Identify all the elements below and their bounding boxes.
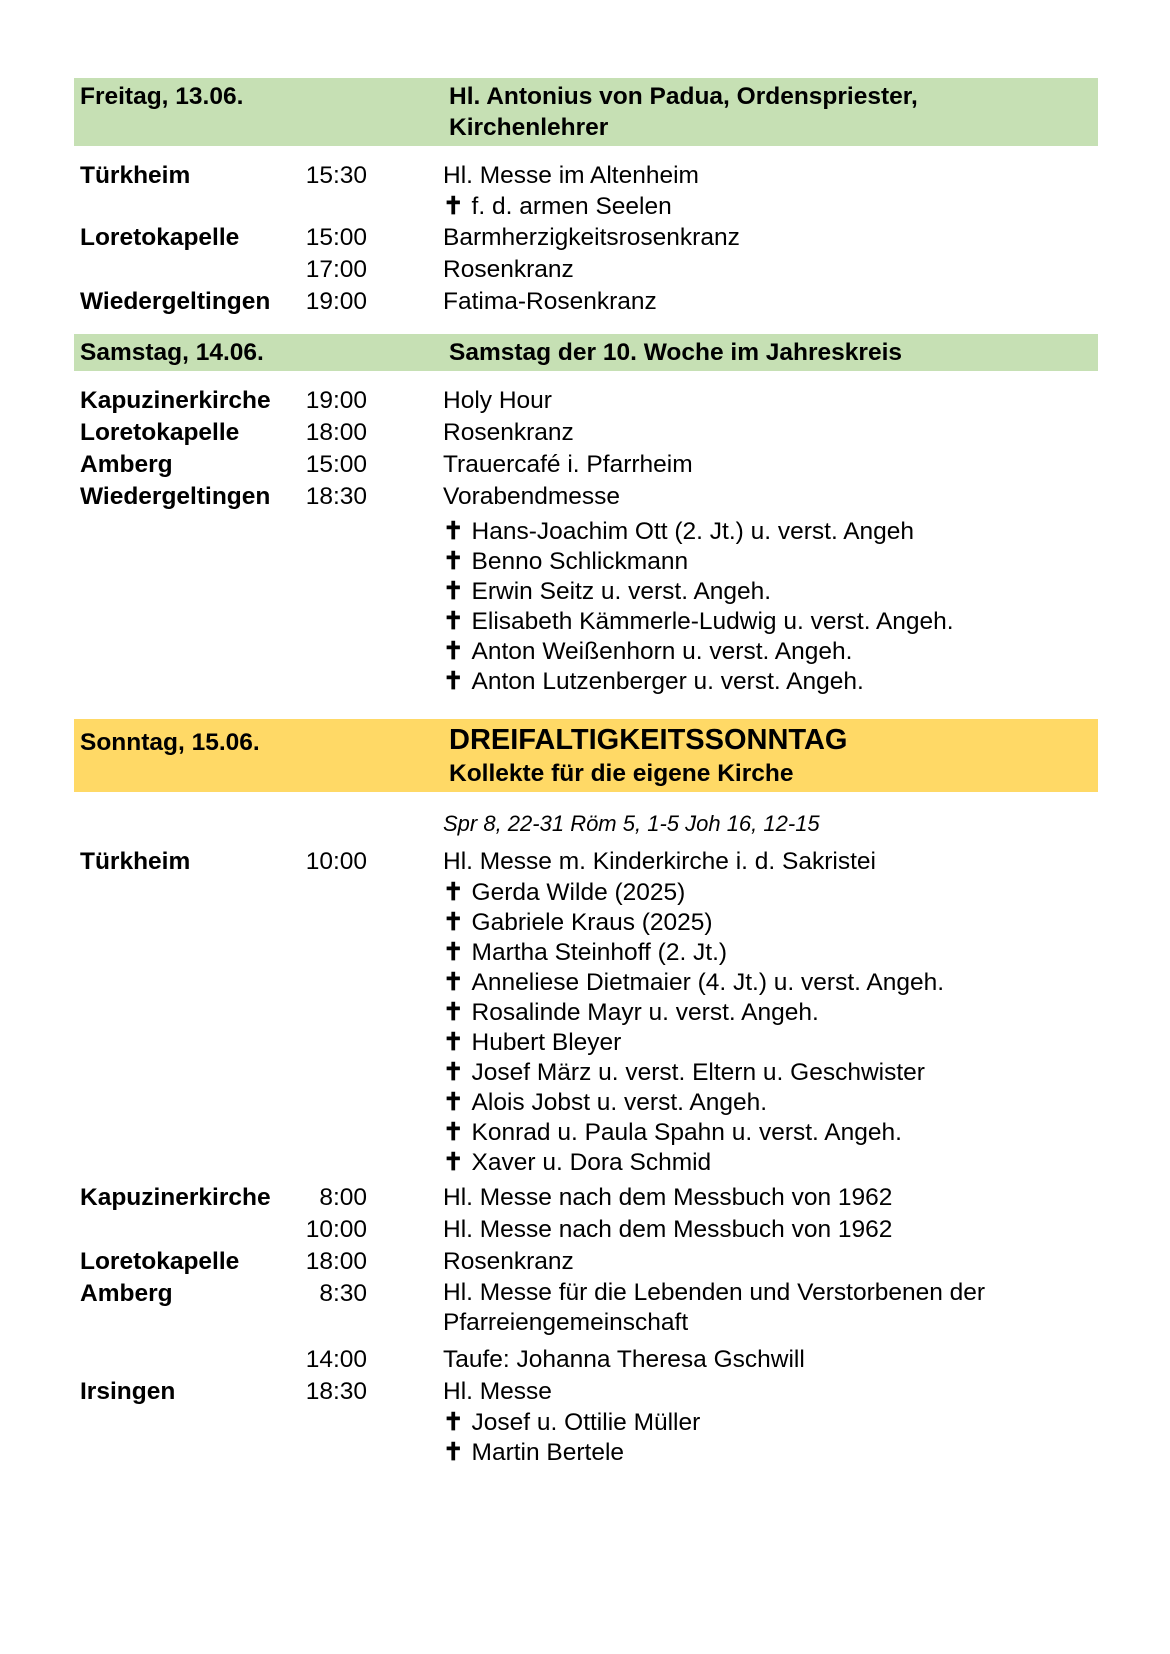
memorial-line	[443, 192, 1098, 222]
entry-place: Irsingen	[80, 1378, 176, 1405]
entry-place: Wiedergeltingen	[80, 288, 271, 315]
entry-place	[74, 254, 297, 286]
cross-icon: ✝	[443, 1119, 464, 1146]
entry-description: Fatima-Rosenkranz	[443, 288, 657, 315]
memorial-name: f. d. armen Seelen	[471, 193, 672, 220]
entry-row	[74, 1246, 1098, 1278]
entry-time: 19:00	[305, 288, 367, 315]
day-header-sunday	[74, 719, 1098, 792]
memorial-line	[443, 1058, 1098, 1088]
entry-description: Hl. Messe nach dem Messbuch von 1962	[443, 1216, 893, 1243]
memorial-name: Anton Lutzenberger u. verst. Angeh.	[471, 668, 864, 695]
memorial-line	[443, 1118, 1098, 1148]
entry-description: Rosenkranz	[443, 419, 574, 446]
day-subtitle: Kollekte für die eigene Kirche	[449, 760, 794, 787]
memorial-name: Elisabeth Kämmerle-Ludwig u. verst. Angeh.	[471, 608, 954, 635]
memorial-name: Alois Jobst u. verst. Angeh.	[471, 1089, 768, 1116]
entry-time: 15:00	[305, 224, 367, 251]
cross-icon: ✝	[443, 668, 464, 695]
entry-description-block	[443, 481, 1098, 697]
cross-icon: ✝	[443, 879, 464, 906]
entry-place: Türkheim	[80, 848, 191, 875]
entry-description-block	[443, 1376, 1098, 1468]
entry-row	[74, 160, 1098, 222]
day-title-line: Kirchenlehrer	[449, 114, 609, 141]
entry-place: Wiedergeltingen	[80, 483, 271, 510]
day-date: Samstag, 14.06.	[80, 339, 264, 366]
entry-description-block	[443, 846, 1098, 1178]
entry-time: 14:00	[305, 1346, 367, 1373]
memorial-line	[443, 607, 1098, 637]
memorial-line	[443, 878, 1098, 908]
day-title-line: Samstag der 10. Woche im Jahreskreis	[449, 339, 903, 366]
memorial-name: Gerda Wilde (2025)	[471, 879, 686, 906]
memorial-line	[443, 577, 1098, 607]
empty-time	[297, 808, 367, 840]
cross-icon: ✝	[443, 518, 464, 545]
day-title-line: Hl. Antonius von Padua, Ordenspriester,	[449, 83, 918, 110]
cross-icon: ✝	[443, 1059, 464, 1086]
cross-icon: ✝	[443, 1409, 464, 1436]
entry-place: Kapuzinerkirche	[80, 387, 271, 414]
entry-description: Taufe: Johanna Theresa Gschwill	[443, 1346, 805, 1373]
entry-row	[74, 1214, 1098, 1246]
memorial-name: Xaver u. Dora Schmid	[471, 1149, 712, 1176]
entry-row	[74, 1278, 1098, 1338]
entry-place: Amberg	[80, 451, 173, 478]
entry-time: 8:00	[319, 1184, 367, 1211]
memorial-line	[443, 1408, 1098, 1438]
entry-place: Loretokapelle	[80, 224, 240, 251]
cross-icon: ✝	[443, 1439, 464, 1466]
schedule-page	[74, 78, 1098, 1468]
entry-description: Vorabendmesse	[443, 483, 621, 510]
cross-icon: ✝	[443, 999, 464, 1026]
memorial-line	[443, 1088, 1098, 1118]
memorial-name: Konrad u. Paula Spahn u. verst. Angeh.	[471, 1119, 902, 1146]
memorial-name: Hubert Bleyer	[471, 1029, 622, 1056]
cross-icon: ✝	[443, 1089, 464, 1116]
entry-row	[74, 1182, 1098, 1214]
entry-row	[74, 385, 1098, 417]
cross-icon: ✝	[443, 939, 464, 966]
entry-row	[74, 286, 1098, 318]
day-title: DREIFALTIGKEITSSONNTAG	[449, 724, 848, 756]
entry-time: 10:00	[305, 848, 367, 875]
entry-description: Hl. Messe m. Kinderkirche i. d. Sakristei	[443, 848, 876, 875]
entry-description: Barmherzigkeitsrosenkranz	[443, 224, 740, 251]
memorial-line	[443, 968, 1098, 998]
memorial-name: Anneliese Dietmaier (4. Jt.) u. verst. Angeh.	[471, 969, 945, 996]
memorial-line	[443, 517, 1098, 547]
entry-row	[74, 449, 1098, 481]
cross-icon: ✝	[443, 909, 464, 936]
cross-icon: ✝	[443, 1149, 464, 1176]
day-header-friday	[74, 78, 1098, 146]
cross-icon: ✝	[443, 608, 464, 635]
entry-time: 18:00	[305, 1248, 367, 1275]
entry-place	[74, 1344, 297, 1376]
entry-time: 17:00	[305, 256, 367, 283]
memorial-line	[443, 1148, 1098, 1178]
entry-place	[74, 1214, 297, 1246]
entry-place: Loretokapelle	[80, 419, 240, 446]
memorial-line	[443, 547, 1098, 577]
entry-time: 18:30	[305, 483, 367, 510]
memorial-line	[443, 998, 1098, 1028]
memorial-name: Anton Weißenhorn u. verst. Angeh.	[471, 638, 853, 665]
entry-row	[74, 1376, 1098, 1468]
entry-description: Holy Hour	[443, 387, 552, 414]
memorial-name: Benno Schlickmann	[471, 548, 689, 575]
memorial-name: Josef u. Ottilie Müller	[471, 1409, 701, 1436]
cross-icon: ✝	[443, 969, 464, 996]
memorial-line	[443, 637, 1098, 667]
entry-place: Türkheim	[80, 162, 191, 189]
entry-description-block	[443, 160, 1098, 222]
entry-description: Hl. Messe nach dem Messbuch von 1962	[443, 1184, 893, 1211]
memorial-line	[443, 938, 1098, 968]
entry-time: 15:30	[305, 162, 367, 189]
memorial-name: Hans-Joachim Ott (2. Jt.) u. verst. Angeh	[471, 518, 915, 545]
entries-sunday	[74, 792, 1098, 1468]
entry-description: Hl. Messe im Altenheim	[443, 162, 699, 189]
memorial-line	[443, 908, 1098, 938]
entry-place: Kapuzinerkirche	[80, 1184, 271, 1211]
entries-friday	[74, 146, 1098, 318]
entry-place: Loretokapelle	[80, 1248, 240, 1275]
memorial-name: Erwin Seitz u. verst. Angeh.	[471, 578, 772, 605]
entry-row	[74, 222, 1098, 254]
entry-row	[74, 254, 1098, 286]
memorial-name: Rosalinde Mayr u. verst. Angeh.	[471, 999, 819, 1026]
day-date: Freitag, 13.06.	[80, 83, 244, 110]
entry-row	[74, 1344, 1098, 1376]
memorial-name: Josef März u. verst. Eltern u. Geschwister	[471, 1059, 925, 1086]
entry-time: 19:00	[305, 387, 367, 414]
entry-row	[74, 846, 1098, 1178]
empty-place	[74, 808, 297, 840]
cross-icon: ✝	[443, 193, 464, 220]
entry-row	[74, 417, 1098, 449]
entry-description: Hl. Messe	[443, 1378, 552, 1405]
entry-description: Trauercafé i. Pfarrheim	[443, 451, 693, 478]
memorial-name: Martin Bertele	[471, 1439, 625, 1466]
entry-time: 18:00	[305, 419, 367, 446]
readings: Spr 8, 22-31 Röm 5, 1-5 Joh 16, 12-15	[443, 811, 820, 836]
day-date: Sonntag, 15.06.	[80, 729, 260, 756]
cross-icon: ✝	[443, 1029, 464, 1056]
cross-icon: ✝	[443, 578, 464, 605]
entry-time: 8:30	[319, 1280, 367, 1307]
cross-icon: ✝	[443, 638, 464, 665]
entry-description: Rosenkranz	[443, 1248, 574, 1275]
memorial-name: Martha Steinhoff (2. Jt.)	[471, 939, 728, 966]
memorial-name: Gabriele Kraus (2025)	[471, 909, 713, 936]
memorial-line	[443, 1028, 1098, 1058]
entry-row	[74, 481, 1098, 697]
entry-description: Rosenkranz	[443, 256, 574, 283]
entry-time: 10:00	[305, 1216, 367, 1243]
readings-row	[74, 808, 1098, 840]
memorial-line	[443, 667, 1098, 697]
entries-saturday	[74, 371, 1098, 697]
entry-description: Hl. Messe für die Lebenden und Verstorbenen der Pfarreiengemeinschaft	[443, 1279, 986, 1336]
cross-icon: ✝	[443, 548, 464, 575]
entry-time: 18:30	[305, 1378, 367, 1405]
memorial-line	[443, 1438, 1098, 1468]
entry-place: Amberg	[80, 1280, 173, 1307]
day-header-saturday	[74, 334, 1098, 371]
entry-time: 15:00	[305, 451, 367, 478]
